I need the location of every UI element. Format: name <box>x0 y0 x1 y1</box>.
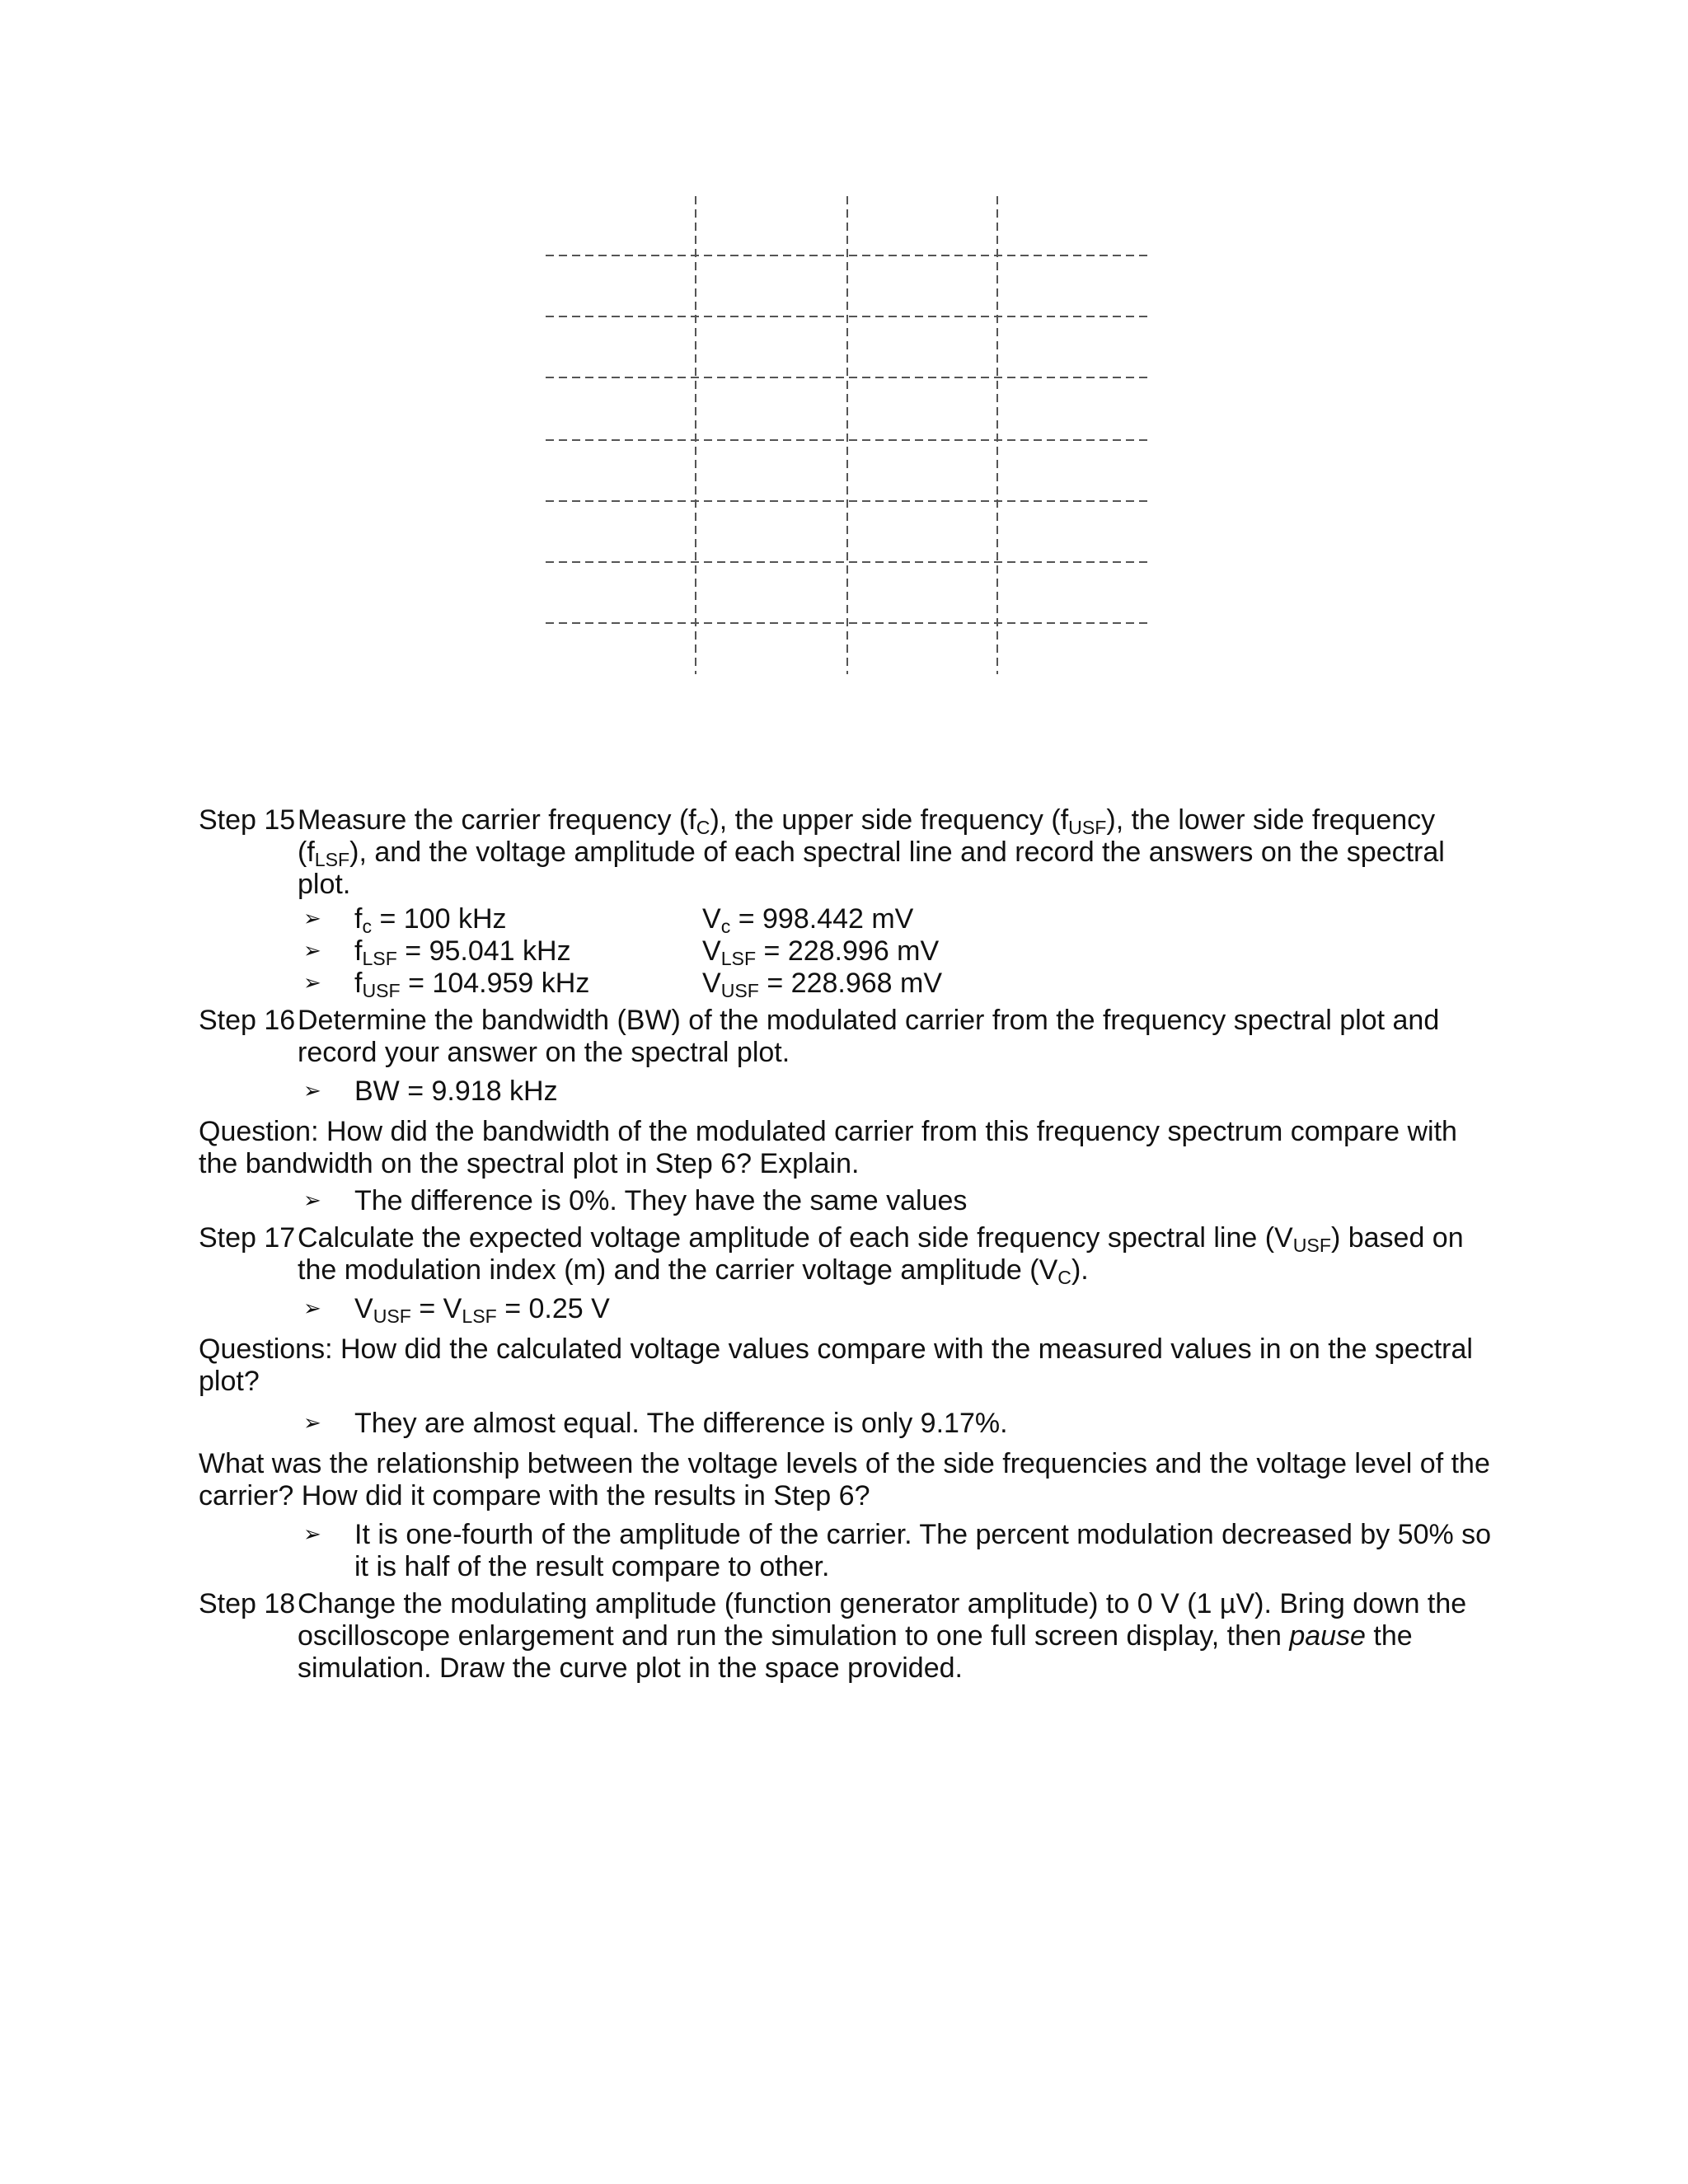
step-label: Step 18 <box>199 1588 296 1619</box>
list-item: ➢ They are almost equal. The difference is only 9.17%. <box>303 1408 1501 1440</box>
step-17 <box>199 1222 1501 1286</box>
dashed-grid-plot <box>546 196 1149 674</box>
step-text: Calculate the expected voltage amplitude of each side frequency spectral line $(V_{USF})$ based on the modulation index (m) and the carrier voltage amplitude $(V_C)$. <box>298 1222 1464 1288</box>
step-label: Step 17 <box>199 1222 296 1254</box>
answer-list <box>303 1408 1501 1440</box>
document-body <box>199 804 1501 1685</box>
step-text: Measure the carrier frequency $(f_C)$, the upper side frequency $(f_{USF})$, the lower side frequency $(f_{LSF})$, and the voltage amplitude of each spectral line and record the answers on the spectral plot. <box>298 804 1445 900</box>
list-item: ➢ BW = 9.918 kHz <box>303 1076 1501 1108</box>
answer-list <box>303 1076 1501 1108</box>
step-text: Determine the bandwidth (BW) of the modulated carrier from the frequency spectral plot and record your answer on the spectral plot. <box>298 1005 1440 1068</box>
answer-list <box>303 1519 1501 1583</box>
list-item: ➢ It is one-fourth of the amplitude of the carrier. The percent modulation decreased by 50% so it is half of the result compare to other. <box>303 1519 1501 1583</box>
measurement-list <box>303 903 1501 1000</box>
list-item: ➢ $f_c = 100$ kHz $V_c = 998.442$ mV <box>303 903 1501 935</box>
step-18 <box>199 1588 1501 1685</box>
list-item: ➢ $f_{LSF} = 95.041$ kHz $V_{LSF} = 228.996$ mV <box>303 935 1501 968</box>
step-16 <box>199 1005 1501 1069</box>
answer-list <box>303 1185 1501 1217</box>
vertical-grid-lines <box>696 196 997 674</box>
answer-list <box>303 1293 1501 1325</box>
step-label: Step 15 <box>199 804 296 836</box>
list-item: ➢ $V_{USF} = V_{LSF} = 0.25$ V <box>303 1293 1501 1325</box>
list-item: ➢ $f_{USF} = 104.959$ kHz $V_{USF} = 228.968$ mV <box>303 968 1501 1000</box>
step-text: Change the modulating amplitude (function generator amplitude) to 0 V (1 µV). Bring down the oscilloscope enlargement and run the simulation to one full screen display, then pause the simulation. Draw the curve plot in the space provided. <box>298 1588 1467 1684</box>
list-item: ➢ The difference is 0%. They have the same values <box>303 1185 1501 1217</box>
question-text: What was the relationship between the voltage levels of the side frequencies and the voltage level of the carrier? How did it compare with the results in Step 6? <box>199 1448 1490 1511</box>
step-label: Step 16 <box>199 1005 296 1036</box>
question-text: Questions: How did the calculated voltage values compare with the measured values in on the spectral plot? <box>199 1333 1473 1397</box>
question-text: Question: How did the bandwidth of the modulated carrier from this frequency spectrum compare with the bandwidth on the spectral plot in Step 6? Explain. <box>199 1116 1457 1179</box>
step-15 <box>199 804 1501 901</box>
